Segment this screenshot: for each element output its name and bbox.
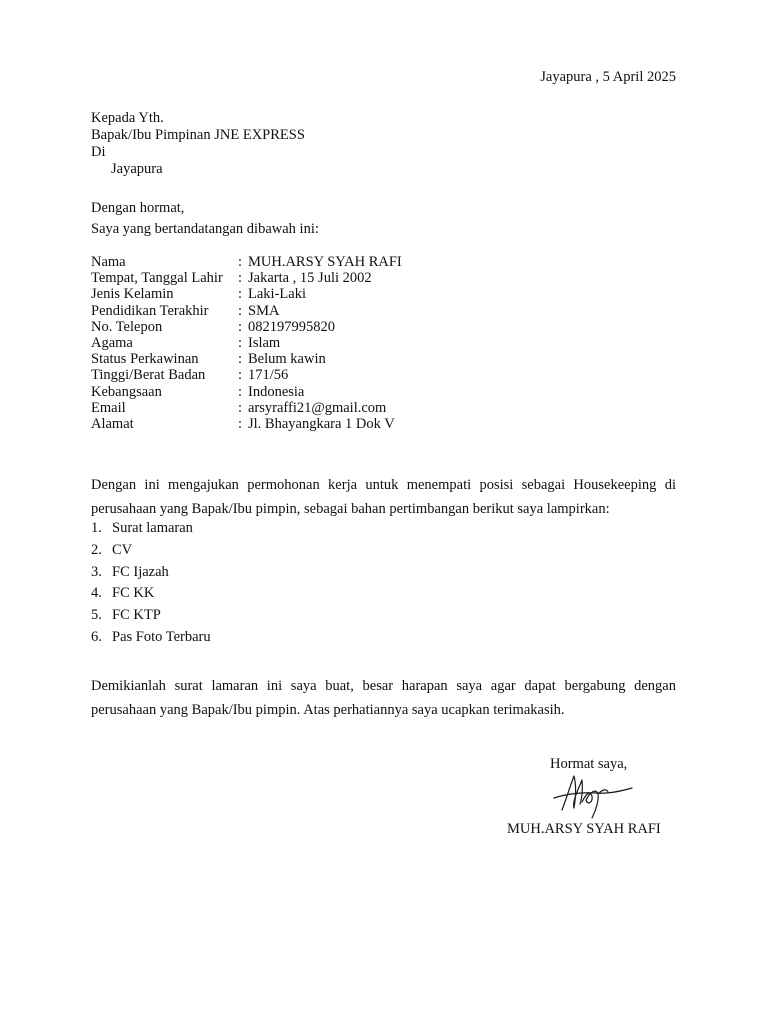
info-label: Tinggi/Berat Badan [91, 367, 206, 384]
info-value: Laki-Laki [248, 286, 306, 303]
info-value: Islam [248, 335, 281, 352]
list-item [91, 562, 211, 584]
list-item-number: 6. [91, 628, 102, 645]
info-value: arsyraffi21@gmail.com [248, 399, 387, 416]
info-separator: : [238, 270, 243, 287]
signer-name: MUH.ARSY SYAH RAFI [507, 821, 661, 837]
handwritten-signature [552, 772, 634, 820]
recipient-line-3: Di [91, 144, 106, 160]
info-label: Alamat [91, 416, 134, 433]
list-item-text: FC Ijazah [112, 563, 169, 580]
closing-paragraph: Demikianlah surat lamaran ini saya buat, besar harapan saya agar dapat bergabung dengan perusahaan yang Bapak/Ibu pimpin. Atas perhatiannya saya ucapkan terimakasih. [91, 678, 676, 718]
list-item [91, 518, 211, 540]
info-row [91, 400, 402, 416]
info-value: Jl. Bhayangkara 1 Dok V [248, 416, 395, 433]
list-item-text: FC KTP [112, 607, 161, 624]
signature-stroke [554, 788, 632, 798]
list-item-text: CV [112, 541, 133, 558]
info-row [91, 319, 402, 335]
info-value: SMA [248, 302, 280, 319]
personal-info-table [91, 254, 402, 432]
info-separator: : [238, 254, 243, 270]
info-value: MUH.ARSY SYAH RAFI [248, 254, 402, 270]
list-item [91, 583, 211, 605]
info-value: Jakarta , 15 Juli 2002 [248, 270, 372, 287]
info-label: Kebangsaan [91, 383, 162, 400]
list-item-text: Pas Foto Terbaru [112, 628, 211, 645]
info-row [91, 286, 402, 302]
recipient-line-1: Kepada Yth. [91, 110, 164, 126]
list-item-number: 2. [91, 541, 102, 558]
info-separator: : [238, 335, 243, 352]
info-label: Jenis Kelamin [91, 286, 174, 303]
letter-date: Jayapura , 5 April 2025 [540, 69, 676, 85]
info-row [91, 367, 402, 383]
info-value: 082197995820 [248, 318, 335, 335]
info-label: Pendidikan Terakhir [91, 302, 209, 319]
closing-salutation: Hormat saya, [550, 756, 628, 772]
info-row [91, 254, 402, 270]
recipient-line-2: Bapak/Ibu Pimpinan JNE EXPRESS [91, 127, 305, 143]
list-item-number: 1. [91, 520, 102, 536]
list-item [91, 540, 211, 562]
info-separator: : [238, 399, 243, 416]
info-label: Status Perkawinan [91, 351, 199, 368]
info-separator: : [238, 416, 243, 433]
list-item-number: 3. [91, 563, 102, 580]
info-value: Indonesia [248, 383, 305, 400]
info-row [91, 303, 402, 319]
info-row [91, 384, 402, 400]
info-row [91, 351, 402, 367]
info-separator: : [238, 318, 243, 335]
application-paragraph: Dengan ini mengajukan permohonan kerja untuk menempati posisi sebagai Housekeeping di perusahaan yang Bapak/Ibu pimpin, sebagai bahan pertimbangan berikut saya lampirkan: [91, 477, 676, 517]
info-label: Tempat, Tanggal Lahir [91, 270, 223, 287]
info-separator: : [238, 302, 243, 319]
list-item [91, 627, 211, 649]
info-row [91, 270, 402, 286]
list-item [91, 605, 211, 627]
info-label: No. Telepon [91, 318, 163, 335]
info-label: Email [91, 399, 126, 416]
list-item-text: FC KK [112, 585, 155, 602]
signature-stroke [582, 791, 598, 818]
info-value: 171/56 [248, 367, 289, 384]
info-row [91, 335, 402, 351]
recipient-block [91, 110, 305, 178]
info-row [91, 416, 402, 432]
info-separator: : [238, 351, 243, 368]
info-separator: : [238, 383, 243, 400]
list-item-number: 5. [91, 607, 102, 624]
attachment-list [91, 518, 211, 649]
info-value: Belum kawin [248, 351, 326, 368]
intro-text: Saya yang bertandatangan dibawah ini: [91, 221, 319, 237]
info-label: Nama [91, 254, 126, 270]
info-label: Agama [91, 335, 133, 352]
list-item-text: Surat lamaran [112, 520, 193, 536]
recipient-city: Jayapura [111, 161, 163, 177]
info-separator: : [238, 367, 243, 384]
info-separator: : [238, 286, 243, 303]
signature-strokes [554, 776, 632, 818]
list-item-number: 4. [91, 585, 102, 602]
greeting: Dengan hormat, [91, 200, 185, 216]
